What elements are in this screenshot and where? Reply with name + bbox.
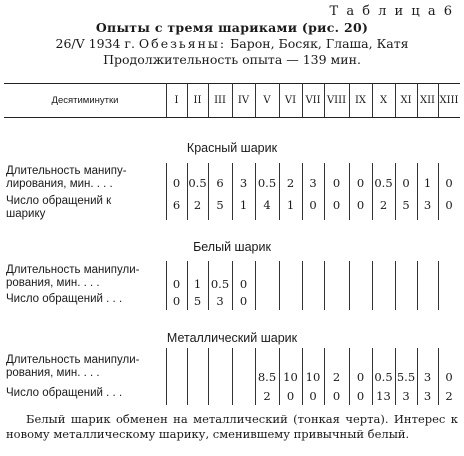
column-rule: [349, 261, 350, 310]
header-column-rule: [324, 83, 325, 117]
table-cell: 5.5: [396, 370, 416, 384]
table-cell: 2: [379, 198, 388, 212]
table-cell: 0: [356, 370, 365, 384]
data-table: [4, 83, 460, 410]
table-cell: 0: [445, 176, 453, 190]
table-cell: 0.5: [374, 370, 393, 384]
table-cell: 5: [216, 198, 224, 212]
table-cell: 3: [423, 198, 432, 212]
table-cell: 1: [423, 176, 432, 190]
subtitle-monkeys-label: Обезьяны:: [138, 36, 227, 51]
table-cell: 3: [423, 370, 432, 384]
table-cell: 4: [263, 198, 271, 212]
table-cell: 0: [356, 198, 365, 212]
table-cell: 1: [239, 198, 248, 212]
table-subtitle: [0, 36, 464, 52]
table-cell: 0: [402, 176, 410, 190]
table-cell: 0: [172, 277, 181, 291]
header-column-rule: [438, 83, 439, 117]
row-label-line: Длительность манипули-: [6, 264, 140, 276]
column-header-vi: VI: [284, 94, 297, 106]
column-rule: [395, 261, 396, 310]
row-label: [6, 195, 164, 221]
column-header-x: X: [379, 94, 388, 106]
table-cell: 5: [193, 294, 202, 308]
column-header-vii: VII: [305, 94, 321, 106]
table-cell: 3: [216, 294, 224, 308]
table-cell: 0: [309, 198, 317, 212]
table-cell: 0: [445, 370, 453, 384]
table-cell: 2: [332, 370, 341, 384]
table-cell: 2: [286, 176, 295, 190]
table-cell: 3: [402, 389, 410, 403]
table-cell: 0: [332, 389, 341, 403]
row-label: [6, 354, 164, 380]
header-column-rule: [395, 83, 396, 117]
table-cell: 8.5: [257, 370, 277, 384]
table-cell: 2: [445, 389, 453, 403]
table-cell: 0: [332, 198, 341, 212]
header-column-rule: [208, 83, 209, 117]
table-cell: 6: [216, 176, 224, 190]
table-cell: 0: [445, 198, 453, 212]
table-cell: 10: [305, 370, 321, 384]
table-cell: 0: [309, 389, 317, 403]
column-rule: [187, 348, 188, 405]
row-label: [6, 387, 164, 400]
header-column-rule: [372, 83, 373, 117]
row-label: [6, 264, 164, 290]
column-rule: [166, 348, 167, 405]
row-label-line: Число обращений . . .: [6, 293, 123, 305]
table-cell: 3: [309, 176, 317, 190]
table-cell: 0: [239, 294, 248, 308]
column-header-ix: IX: [354, 94, 367, 106]
table-cell: 0.5: [374, 176, 393, 190]
table-cell: 3: [423, 389, 432, 403]
row-label-line: шарику: [6, 208, 46, 220]
row-label-line: Число обращений к: [6, 195, 112, 207]
table-cell: 2: [193, 198, 202, 212]
row-label-line: Длительность манипу-: [6, 165, 127, 177]
header-column-rule: [166, 83, 167, 117]
column-header-ii: II: [193, 94, 202, 106]
column-rule: [324, 261, 325, 310]
row-label: [6, 293, 164, 306]
table-cell: 0.5: [257, 176, 277, 190]
section-title: Белый шарик: [193, 240, 271, 254]
table-caption: Белый шарик обменен на металлический (тонкая черта). Интерес к новому металлическому шарику, сменившему привычный белый.: [6, 412, 458, 441]
table-cell: 0: [286, 389, 295, 403]
table-cell: 0.5: [210, 277, 230, 291]
header-column-rule: [349, 83, 350, 117]
column-rule: [255, 261, 256, 310]
column-header-xi: XI: [400, 94, 412, 106]
row-label-line: Число обращений . . .: [6, 387, 123, 399]
column-header-v: V: [263, 94, 271, 106]
table-cell: 10: [283, 370, 298, 384]
column-rule: [232, 348, 233, 405]
row-label-line: Длительность манипули-: [6, 354, 140, 366]
table-header-rule: [4, 117, 460, 118]
table-cell: 3: [239, 176, 248, 190]
row-label-line: рования, мин. . . .: [6, 367, 100, 379]
column-rule: [279, 261, 280, 310]
subtitle-monkey-names: Барон, Босяк, Глаша, Катя: [230, 36, 409, 51]
column-rule: [372, 261, 373, 310]
header-column-rule: [279, 83, 280, 117]
column-rule: [417, 261, 418, 310]
experiment-duration: Продолжительность опыта — 139 мин.: [103, 52, 361, 67]
header-label-cell: Десятиминутки: [51, 94, 119, 106]
header-column-rule: [187, 83, 188, 117]
table-cell: 5: [402, 198, 410, 212]
column-header-viii: VIII: [326, 94, 347, 106]
header-column-rule: [302, 83, 303, 117]
table-cell: 0: [172, 176, 181, 190]
table-cell: 0.5: [188, 176, 207, 190]
header-column-rule: [417, 83, 418, 117]
table-cell: 1: [193, 277, 202, 291]
section-title: Металлический шарик: [166, 331, 298, 345]
column-rule: [302, 261, 303, 310]
table-cell: 0: [172, 294, 181, 308]
row-label: [6, 165, 164, 191]
table-title: Опыты с тремя шариками (рис. 20): [95, 20, 369, 35]
column-header-xiii: XIII: [439, 94, 459, 106]
row-label-line: рования, мин. . . .: [6, 277, 100, 289]
subtitle-date: 26/V 1934 г.: [55, 36, 135, 51]
table-cell: 6: [172, 198, 181, 212]
header-column-rule: [255, 83, 256, 117]
column-rule: [438, 261, 439, 310]
column-header-xii: XII: [419, 94, 436, 106]
table-cell: 0: [332, 176, 341, 190]
column-rule: [208, 348, 209, 405]
column-header-i: I: [174, 94, 179, 106]
table-cell: 0: [239, 277, 248, 291]
table-cell: 0: [356, 176, 365, 190]
table-number: Т а б л и ц а 6: [329, 4, 454, 19]
table-cell: 1: [286, 198, 295, 212]
table-header: [0, 20, 464, 68]
row-label-line: лирования, мин. . . .: [6, 178, 113, 190]
column-header-iv: IV: [237, 94, 250, 106]
column-header-iii: III: [214, 94, 226, 106]
table-cell: 13: [376, 389, 391, 403]
table-cell: 2: [263, 389, 271, 403]
table-cell: 0: [356, 389, 365, 403]
section-title: Красный шарик: [186, 141, 278, 155]
header-column-rule: [232, 83, 233, 117]
